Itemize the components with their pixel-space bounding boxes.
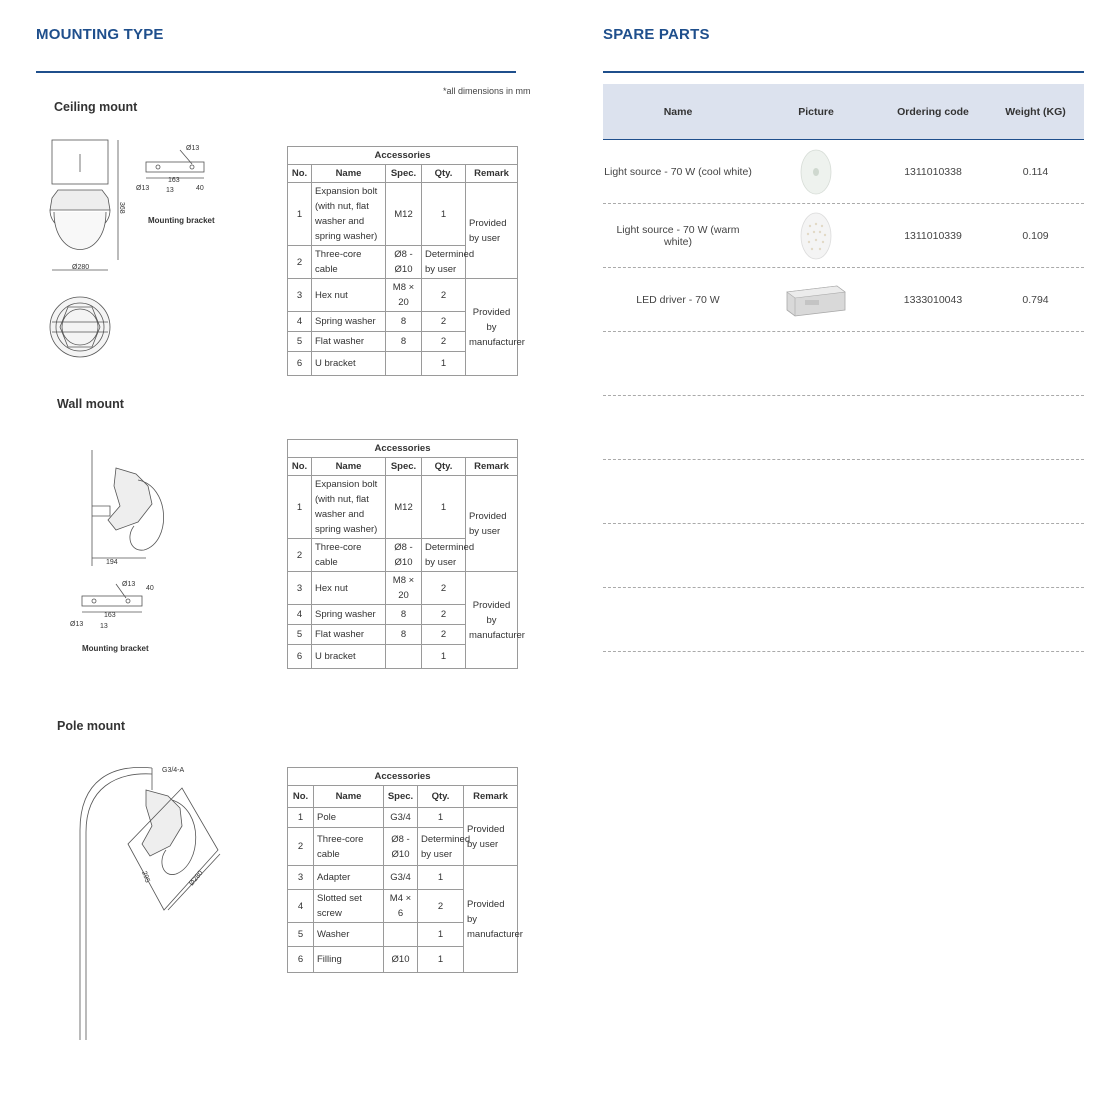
ceiling-accessories-table: [287, 146, 525, 376]
pole-dim-280: Ø280: [188, 869, 205, 888]
ceiling-bracket-drawing: [136, 142, 216, 200]
pole-dim-g34: G3/4-A: [162, 767, 185, 774]
wall-bracket-dim-d13-top: Ø13: [122, 581, 136, 588]
wall-bracket-dim-40: 40: [146, 585, 154, 592]
remark-cell: Provided by user: [466, 183, 518, 279]
col-remark: Remark: [466, 165, 518, 183]
table-row: 6 Filling Ø10 1: [288, 947, 518, 973]
remark-cell: Provided by user: [464, 808, 518, 866]
pole-mount-title: Pole mount: [57, 719, 126, 733]
col-spec: Spec.: [384, 786, 418, 808]
ceiling-dim-280: Ø280: [72, 264, 90, 271]
table-row: 6 U bracket 1: [288, 645, 518, 669]
spare-col-picture: Picture: [798, 105, 834, 118]
table-row: 3 Adapter G3/4 1 Provided by manufacturer: [288, 866, 518, 890]
wall-bracket-dim-13: 13: [100, 623, 108, 630]
table-title: Accessories: [288, 440, 518, 458]
led-board-round-icon: [800, 149, 832, 195]
col-no: No.: [288, 786, 314, 808]
table-title: Accessories: [288, 147, 518, 165]
table-row: 3 Hex nut M8 × 20 2 Provided by manufacturer: [288, 572, 518, 605]
col-name: Name: [314, 786, 384, 808]
wall-bracket-caption: Mounting bracket: [82, 644, 149, 653]
col-remark: Remark: [466, 458, 518, 476]
spare-parts-table: [603, 84, 1084, 652]
ceiling-bracket-caption: Mounting bracket: [148, 216, 215, 225]
table-row: 2 Three-core cable Ø8 - Ø10 Determined by user: [288, 828, 518, 866]
remark-cell: Provided by manufacturer: [466, 279, 518, 376]
col-spec: Spec.: [386, 458, 422, 476]
wall-bracket-dim-163: 163: [104, 612, 116, 619]
col-name: Name: [312, 458, 386, 476]
table-row: 6 U bracket 1: [288, 352, 518, 376]
col-no: No.: [288, 458, 312, 476]
remark-cell: Provided by manufacturer: [464, 866, 518, 973]
ceiling-bracket-dim-40: 40: [196, 185, 204, 192]
table-row: 1 Expansion bolt (with nut, flat washer and spring washer) M12 1 Provided by user: [288, 183, 518, 246]
table-row: Light source - 70 W (warm white) 1311010339 0.109: [603, 204, 1084, 268]
table-row: [603, 396, 1084, 460]
table-row: 1 Pole G3/4 1 Provided by user: [288, 808, 518, 828]
spare-title-rule: [603, 71, 1084, 73]
ceiling-dim-368: 368: [118, 202, 125, 214]
table-title: Accessories: [288, 768, 518, 786]
wall-bracket-dim-d13-left: Ø13: [70, 621, 84, 628]
ceiling-bracket-dim-163: 163: [168, 177, 180, 184]
wall-bracket-drawing: [70, 578, 160, 634]
ceiling-bracket-dim-d13-left: Ø13: [136, 185, 150, 192]
table-row: 1 Expansion bolt (with nut, flat washer and spring washer) M12 1 Provided by user: [288, 476, 518, 539]
dimensions-note: *all dimensions in mm: [443, 86, 531, 96]
table-row: 2 Three-core cable Ø8 - Ø10 Determined by user: [288, 539, 518, 572]
remark-cell: Provided by manufacturer: [466, 572, 518, 669]
spare-header-row: [603, 84, 1084, 140]
col-name: Name: [312, 165, 386, 183]
ceiling-mount-drawing: [44, 132, 134, 382]
led-driver-box-icon: [783, 280, 849, 320]
col-qty: Qty.: [422, 458, 466, 476]
wall-mount-drawing: [86, 446, 176, 568]
pole-dim-295: 295: [140, 870, 151, 884]
spare-col-weight: Weight (KG): [1005, 105, 1066, 118]
col-remark: Remark: [464, 786, 518, 808]
mounting-title-rule: [36, 71, 516, 73]
table-row: 4 Spring washer 8 2: [288, 312, 518, 332]
table-row: [603, 460, 1084, 524]
ceiling-bracket-dim-13: 13: [166, 187, 174, 194]
spare-col-code: Ordering code: [897, 105, 969, 118]
table-row: 3 Hex nut M8 × 20 2 Provided by manufacturer: [288, 279, 518, 312]
col-spec: Spec.: [386, 165, 422, 183]
wall-accessories-table: [287, 439, 525, 669]
table-row: 4 Spring washer 8 2: [288, 605, 518, 625]
ceiling-bracket-dim-d13-top: Ø13: [186, 145, 200, 152]
col-no: No.: [288, 165, 312, 183]
table-row: 5 Flat washer 8 2: [288, 332, 518, 352]
spare-col-name: Name: [663, 105, 693, 118]
table-row: 5 Flat washer 8 2: [288, 625, 518, 645]
remark-cell: Provided by user: [466, 476, 518, 572]
table-row: Light source - 70 W (cool white) 1311010338 0.114: [603, 140, 1084, 204]
pole-mount-drawing: [72, 760, 232, 1042]
table-row: 4 Slotted set screw M4 × 6 2: [288, 890, 518, 923]
table-row: LED driver - 70 W 1333010043 0.794: [603, 268, 1084, 332]
col-qty: Qty.: [418, 786, 464, 808]
col-qty: Qty.: [422, 165, 466, 183]
table-row: [603, 332, 1084, 396]
pole-accessories-table: [287, 767, 523, 973]
table-row: [603, 524, 1084, 588]
mounting-type-title: MOUNTING TYPE: [36, 26, 164, 43]
led-board-round-icon: [800, 212, 832, 260]
spare-parts-title: SPARE PARTS: [603, 26, 710, 43]
ceiling-mount-title: Ceiling mount: [54, 100, 138, 114]
table-row: 2 Three-core cable Ø8 - Ø10 Determined by user: [288, 246, 518, 279]
wall-dim-194: 194: [106, 559, 118, 566]
table-row: 5 Washer 1: [288, 923, 518, 947]
table-row: [603, 588, 1084, 652]
wall-mount-title: Wall mount: [57, 397, 124, 411]
